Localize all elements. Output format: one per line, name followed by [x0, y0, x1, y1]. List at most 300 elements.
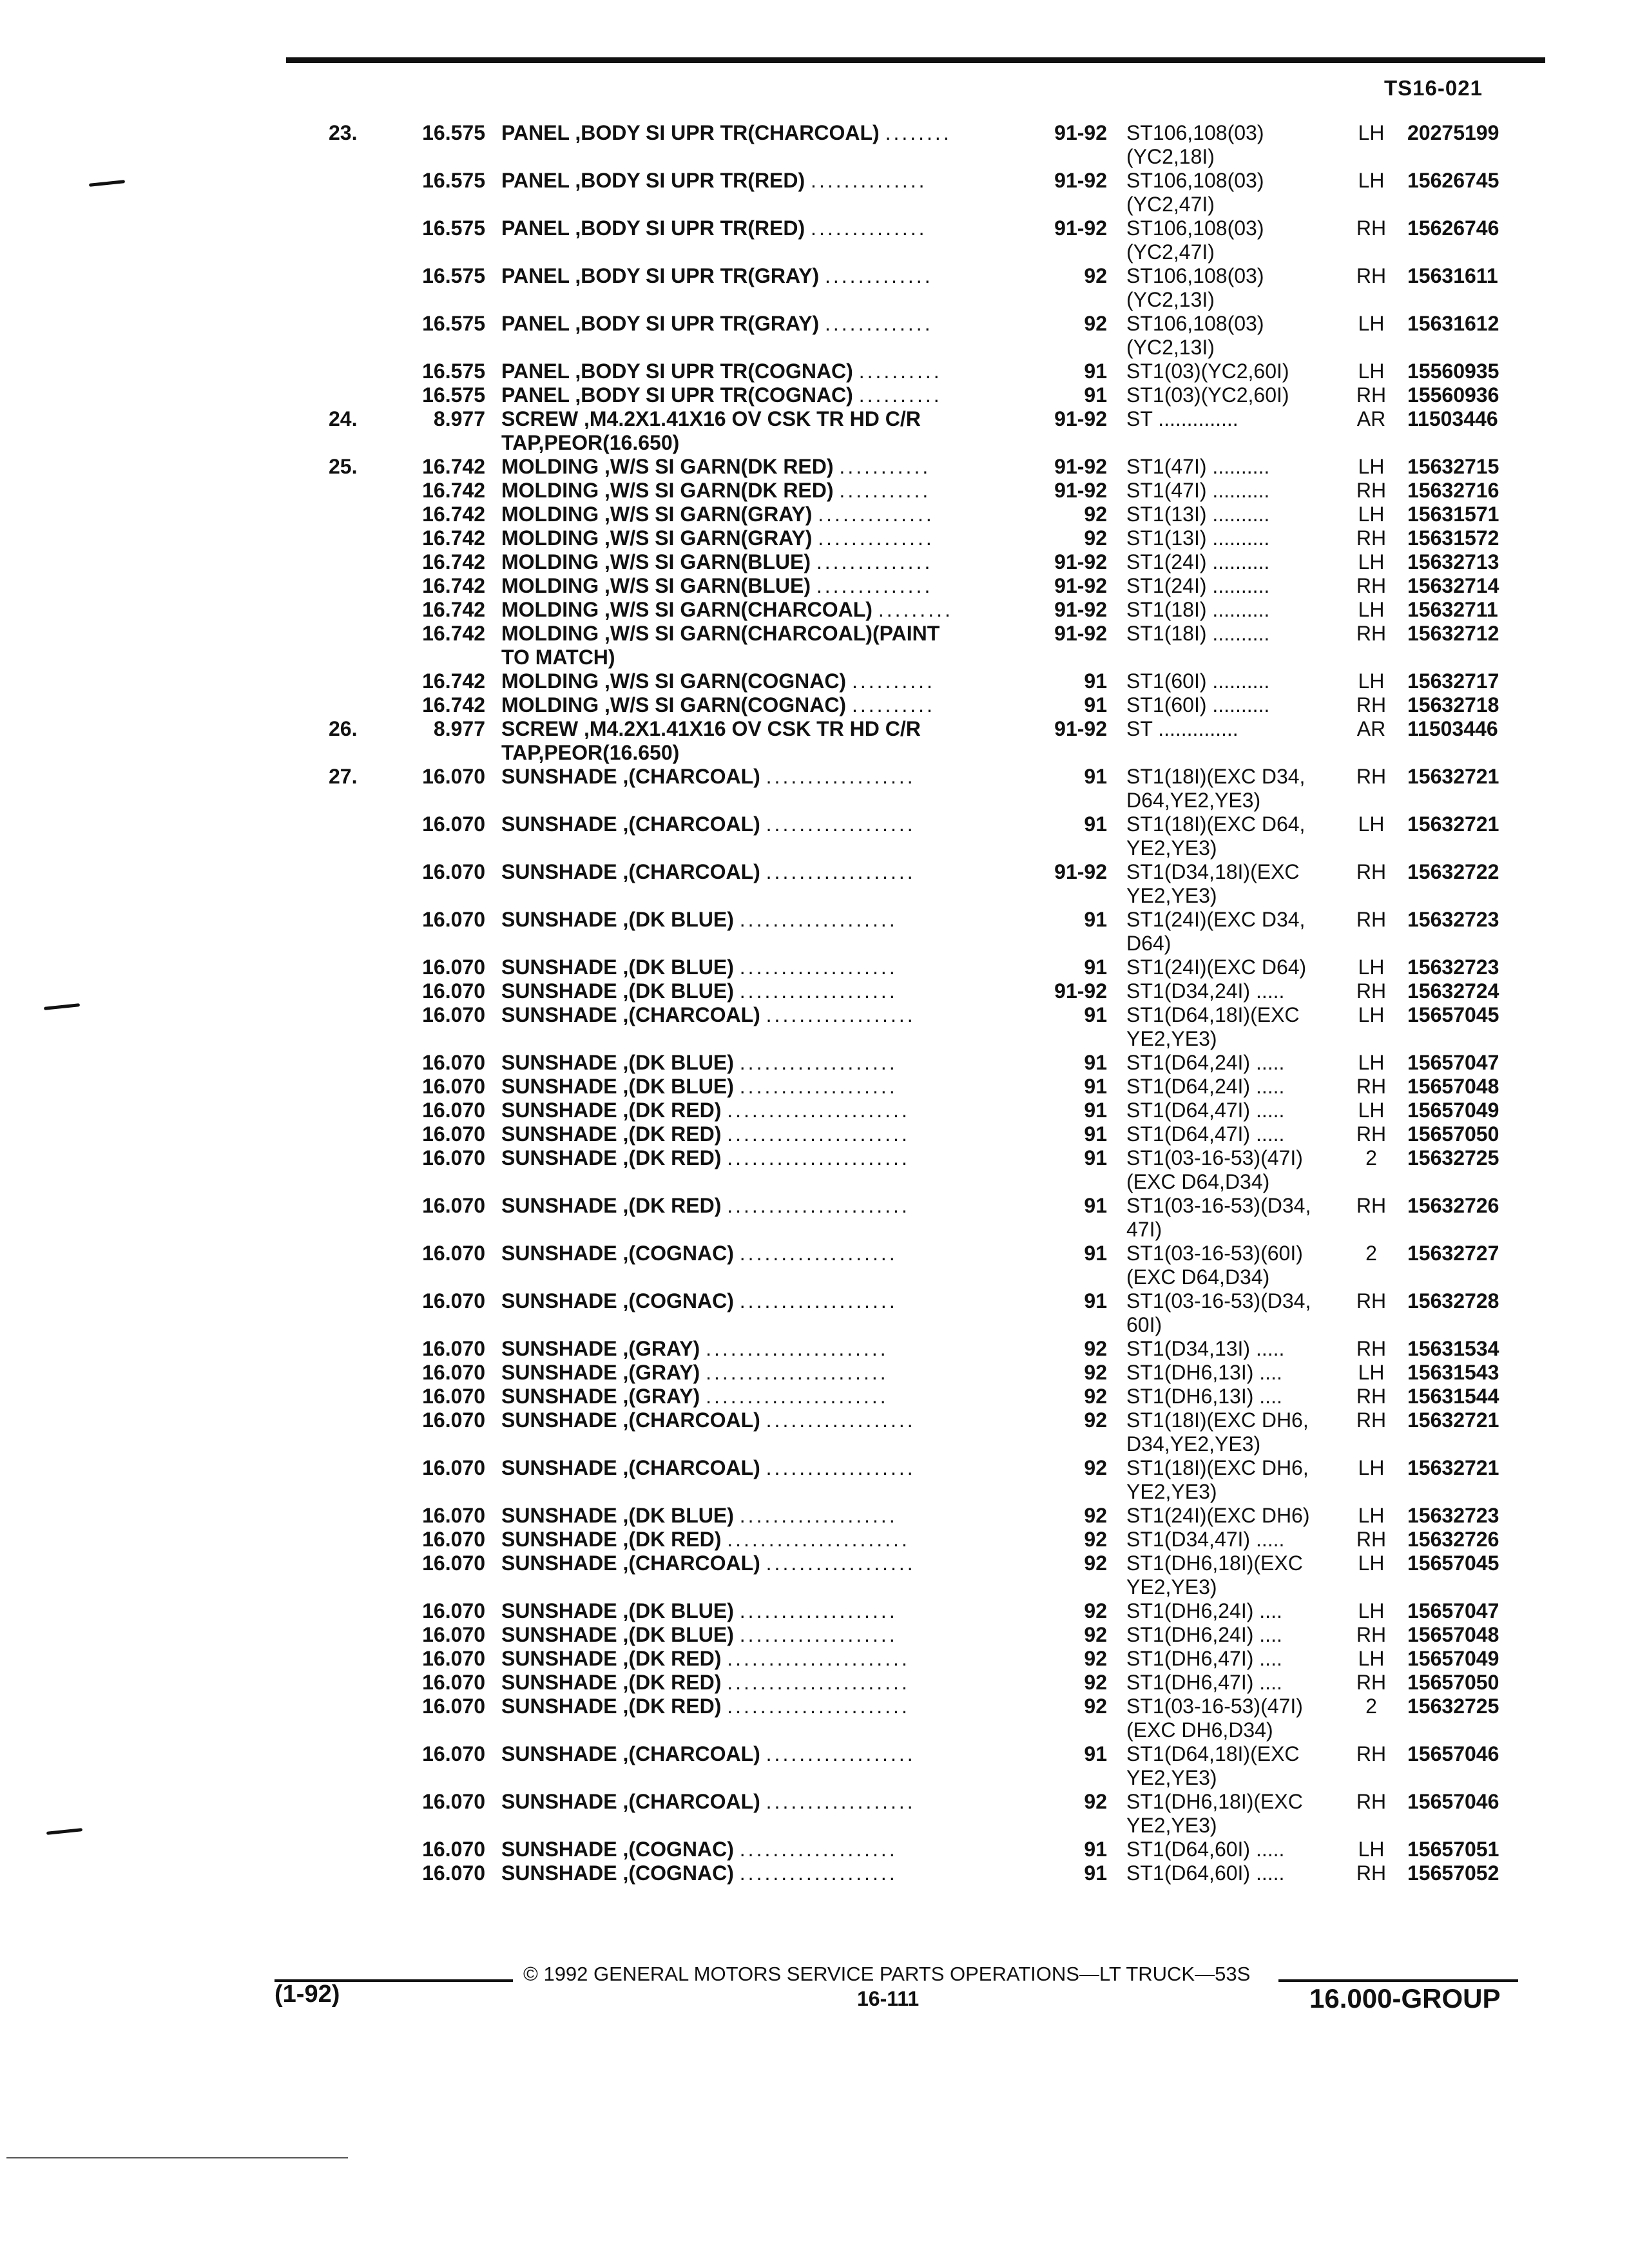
application-code	[1126, 1742, 1336, 1790]
model-year: 91	[1084, 1289, 1107, 1312]
description-line: SCREW ,M4.2X1.41X16 OV CSK TR HD C/R	[501, 407, 921, 430]
part-number: 15657046	[1407, 1742, 1499, 1765]
application-line: ST1(03)(YC2,60I)	[1126, 360, 1289, 383]
document-number: TS16-021	[1384, 76, 1483, 100]
part-description	[501, 860, 1039, 884]
application-line: ST1(24I) ..........	[1126, 550, 1270, 573]
reference-number: 16.070	[422, 1623, 485, 1646]
application-code	[1126, 1337, 1336, 1361]
reference-number: 16.575	[422, 264, 485, 287]
dot-leader: ......................	[727, 1146, 910, 1169]
part-number: 15657049	[1407, 1099, 1499, 1122]
side-code: RH	[1356, 1861, 1387, 1885]
model-year: 92	[1084, 1504, 1107, 1527]
table-row	[0, 383, 1629, 407]
side-code: RH	[1356, 1289, 1387, 1312]
application-line: ST1(DH6,47I) ....	[1126, 1671, 1282, 1694]
reference-number: 16.070	[422, 1456, 485, 1479]
side-code: LH	[1358, 1647, 1385, 1670]
model-year: 91-92	[1054, 622, 1107, 645]
application-code	[1126, 1242, 1336, 1289]
application-code	[1126, 1528, 1336, 1552]
description-text: SUNSHADE ,(DK BLUE)	[501, 1075, 734, 1098]
table-row	[0, 765, 1629, 812]
part-number: 15657048	[1407, 1623, 1499, 1646]
model-year: 92	[1084, 526, 1107, 550]
description-text: SUNSHADE ,(DK BLUE)	[501, 1504, 734, 1527]
part-description	[501, 812, 1039, 836]
reference-number: 16.575	[422, 169, 485, 192]
part-number: 15626745	[1407, 169, 1499, 192]
model-year: 92	[1084, 1528, 1107, 1551]
table-row	[0, 1838, 1629, 1861]
side-code: RH	[1356, 1742, 1387, 1765]
model-year: 91	[1084, 1861, 1107, 1885]
table-row	[0, 1075, 1629, 1099]
description-line	[501, 1861, 1039, 1885]
part-description	[501, 121, 1039, 145]
part-description	[501, 1671, 1039, 1695]
description-line	[501, 360, 1039, 383]
description-text: PANEL ,BODY SI UPR TR(RED)	[501, 169, 805, 192]
dot-leader: ...................	[739, 1504, 898, 1527]
dot-leader: ...........	[839, 455, 931, 478]
dot-leader: ..................	[766, 1742, 916, 1765]
part-number: 15632721	[1407, 765, 1499, 788]
model-year: 91	[1084, 1099, 1107, 1122]
table-row	[0, 956, 1629, 979]
application-line: ST1(D64,24I) .....	[1126, 1051, 1285, 1074]
application-code	[1126, 908, 1336, 956]
part-description	[501, 1385, 1039, 1408]
application-line: ST1(13I) ..........	[1126, 526, 1270, 550]
description-line	[501, 908, 1039, 932]
item-key-number: 26.	[329, 717, 358, 740]
table-row	[0, 1552, 1629, 1599]
description-line	[501, 1552, 1039, 1575]
reference-number: 16.070	[422, 1385, 485, 1408]
application-code	[1126, 1408, 1336, 1456]
part-number: 15632726	[1407, 1528, 1499, 1551]
part-description	[501, 1003, 1039, 1027]
side-code: LH	[1358, 503, 1385, 526]
part-number: 15631543	[1407, 1361, 1499, 1384]
table-row	[0, 121, 1629, 169]
table-row	[0, 455, 1629, 479]
part-number: 15631544	[1407, 1385, 1499, 1408]
model-year: 91	[1084, 669, 1107, 693]
part-description	[501, 765, 1039, 789]
model-year: 92	[1084, 1456, 1107, 1479]
side-code: LH	[1358, 1051, 1385, 1074]
description-text: SUNSHADE ,(GRAY)	[501, 1337, 700, 1360]
table-row	[0, 1528, 1629, 1552]
part-number: 15631572	[1407, 526, 1499, 550]
application-line: D64,YE2,YE3)	[1126, 789, 1261, 812]
table-row	[0, 1385, 1629, 1408]
description-line	[501, 1361, 1039, 1385]
dot-leader: ...................	[739, 1623, 898, 1646]
application-code	[1126, 1504, 1336, 1528]
model-year: 91	[1084, 812, 1107, 836]
model-year: 92	[1084, 503, 1107, 526]
application-line: ST106,108(03)	[1126, 169, 1264, 192]
application-line: ST1(18I)(EXC DH6,	[1126, 1456, 1309, 1479]
item-key-number: 23.	[329, 121, 358, 144]
model-year: 91	[1084, 383, 1107, 407]
part-number: 15560936	[1407, 383, 1499, 407]
part-description	[501, 1695, 1039, 1718]
dot-leader: .........	[878, 598, 953, 621]
application-line: ST1(D64,24I) .....	[1126, 1075, 1285, 1098]
part-number: 11503446	[1407, 717, 1498, 740]
part-description	[501, 598, 1039, 622]
description-line	[501, 574, 1039, 598]
application-code	[1126, 1003, 1336, 1051]
dot-leader: ...................	[739, 1289, 898, 1312]
description-text: PANEL ,BODY SI UPR TR(GRAY)	[501, 312, 820, 335]
description-line	[501, 765, 1039, 789]
part-description	[501, 503, 1039, 526]
description-line	[501, 860, 1039, 884]
application-line: ST ..............	[1126, 717, 1239, 740]
revision-date: (1-92)	[275, 1981, 340, 2008]
dot-leader: ..............	[811, 169, 927, 192]
dot-leader: ......................	[727, 1194, 910, 1217]
application-code	[1126, 669, 1336, 693]
model-year: 92	[1084, 1552, 1107, 1575]
application-line: 47I)	[1126, 1218, 1162, 1241]
application-code	[1126, 550, 1336, 574]
side-code: RH	[1356, 1528, 1387, 1551]
part-description	[501, 1552, 1039, 1575]
dot-leader: ......................	[727, 1647, 910, 1670]
dot-leader: ..............	[811, 216, 927, 240]
description-text: SUNSHADE ,(COGNAC)	[501, 1861, 734, 1885]
part-description	[501, 1742, 1039, 1766]
description-line: TAP,PEOR(16.650)	[501, 431, 680, 454]
side-code: RH	[1356, 1385, 1387, 1408]
model-year: 91	[1084, 1051, 1107, 1074]
table-row	[0, 1671, 1629, 1695]
side-code: RH	[1356, 860, 1387, 883]
description-text: MOLDING ,W/S SI GARN(DK RED)	[501, 479, 834, 502]
application-line: (YC2,47I)	[1126, 193, 1215, 216]
copyright-notice: © 1992 GENERAL MOTORS SERVICE PARTS OPERATIONS—LT TRUCK—53S	[523, 1963, 1251, 1985]
part-description	[501, 1099, 1039, 1122]
part-description	[501, 1337, 1039, 1361]
dot-leader: ..............	[818, 526, 934, 550]
item-key-number: 25.	[329, 455, 358, 478]
side-code: RH	[1356, 479, 1387, 502]
table-row	[0, 1647, 1629, 1671]
reference-number: 16.070	[422, 1504, 485, 1527]
description-text: SUNSHADE ,(DK BLUE)	[501, 1623, 734, 1646]
application-code	[1126, 121, 1336, 169]
part-number: 15632721	[1407, 812, 1499, 836]
application-code	[1126, 598, 1336, 622]
part-description	[501, 574, 1039, 598]
description-text: SUNSHADE ,(GRAY)	[501, 1361, 700, 1384]
application-code	[1126, 1861, 1336, 1885]
part-number: 15632727	[1407, 1242, 1499, 1265]
part-number: 15632726	[1407, 1194, 1499, 1217]
application-line: ST1(DH6,13I) ....	[1126, 1385, 1282, 1408]
description-line	[501, 1695, 1039, 1718]
part-number: 15632725	[1407, 1695, 1499, 1718]
model-year: 91-92	[1054, 455, 1107, 478]
table-row	[0, 407, 1629, 455]
part-description	[501, 550, 1039, 574]
model-year: 92	[1084, 1647, 1107, 1670]
reference-number: 16.070	[422, 979, 485, 1003]
dot-leader: ......................	[706, 1361, 889, 1384]
application-code	[1126, 1838, 1336, 1861]
part-description	[501, 717, 1039, 765]
reference-number: 16.575	[422, 216, 485, 240]
side-code: LH	[1358, 1599, 1385, 1622]
reference-number: 16.070	[422, 1242, 485, 1265]
application-line: (EXC DH6,D34)	[1126, 1718, 1273, 1742]
part-number: 15657051	[1407, 1838, 1499, 1861]
model-year: 92	[1084, 1408, 1107, 1432]
part-description	[501, 169, 1039, 193]
dot-leader: ..................	[766, 765, 916, 788]
side-code: LH	[1358, 956, 1385, 979]
table-row	[0, 1337, 1629, 1361]
model-year: 92	[1084, 1695, 1107, 1718]
side-code: LH	[1358, 1504, 1385, 1527]
application-code	[1126, 1623, 1336, 1647]
part-description	[501, 693, 1039, 717]
application-line: ST1(03-16-53)(D34,	[1126, 1194, 1311, 1217]
description-text: MOLDING ,W/S SI GARN(BLUE)	[501, 574, 811, 597]
table-row	[0, 908, 1629, 956]
description-text: PANEL ,BODY SI UPR TR(CHARCOAL)	[501, 121, 880, 144]
part-number: 15657050	[1407, 1671, 1499, 1694]
application-code	[1126, 1790, 1336, 1838]
application-line: ST1(D64,60I) .....	[1126, 1838, 1285, 1861]
description-line	[501, 1623, 1039, 1647]
dot-leader: ...................	[739, 1599, 898, 1622]
dot-leader: ...................	[739, 1051, 898, 1074]
application-line: (YC2,18I)	[1126, 145, 1215, 168]
dot-leader: ......................	[727, 1122, 910, 1146]
part-description	[501, 1528, 1039, 1552]
model-year: 92	[1084, 1361, 1107, 1384]
description-line	[501, 1504, 1039, 1528]
reference-number: 16.070	[422, 956, 485, 979]
dot-leader: ...................	[739, 956, 898, 979]
side-code: LH	[1358, 1838, 1385, 1861]
application-line: (EXC D64,D34)	[1126, 1170, 1270, 1193]
side-code: RH	[1356, 383, 1387, 407]
dot-leader: ..............	[816, 574, 933, 597]
dot-leader: ...........	[839, 479, 931, 502]
reference-number: 16.742	[422, 503, 485, 526]
application-line: ST1(47I) ..........	[1126, 455, 1270, 478]
model-year: 91	[1084, 1075, 1107, 1098]
part-number: 15631534	[1407, 1337, 1499, 1360]
model-year: 91	[1084, 1742, 1107, 1765]
reference-number: 16.070	[422, 1599, 485, 1622]
part-number: 15657049	[1407, 1647, 1499, 1670]
description-line	[501, 812, 1039, 836]
application-code	[1126, 717, 1336, 741]
part-number: 15632711	[1407, 598, 1498, 621]
part-description	[501, 1456, 1039, 1480]
description-text: SUNSHADE ,(DK RED)	[501, 1146, 722, 1169]
reference-number: 16.070	[422, 1289, 485, 1312]
description-text: MOLDING ,W/S SI GARN(COGNAC)	[501, 669, 847, 693]
table-row	[0, 574, 1629, 598]
reference-number: 16.070	[422, 1647, 485, 1670]
dot-leader: ..................	[766, 1552, 916, 1575]
reference-number: 16.575	[422, 383, 485, 407]
model-year: 91	[1084, 765, 1107, 788]
table-row	[0, 169, 1629, 216]
application-line: ST1(60I) ..........	[1126, 693, 1270, 716]
description-line	[501, 455, 1039, 479]
dot-leader: ..................	[766, 860, 916, 883]
model-year: 91-92	[1054, 216, 1107, 240]
dot-leader: ..................	[766, 1456, 916, 1479]
part-description	[501, 1075, 1039, 1099]
description-line	[501, 169, 1039, 193]
part-number: 15632717	[1407, 669, 1499, 693]
dot-leader: ...................	[739, 908, 898, 931]
description-text: SUNSHADE ,(DK RED)	[501, 1528, 722, 1551]
description-line	[501, 979, 1039, 1003]
application-line: ST1(D34,13I) .....	[1126, 1337, 1285, 1360]
application-line: YE2,YE3)	[1126, 884, 1217, 907]
dot-leader: ......................	[727, 1099, 910, 1122]
model-year: 91	[1084, 1194, 1107, 1217]
table-row	[0, 1861, 1629, 1885]
application-line: ST1(03)(YC2,60I)	[1126, 383, 1289, 407]
table-row	[0, 264, 1629, 312]
item-key-number: 24.	[329, 407, 358, 430]
reference-number: 16.742	[422, 550, 485, 573]
application-line: ST1(DH6,18I)(EXC	[1126, 1790, 1303, 1813]
description-line	[501, 383, 1039, 407]
dot-leader: ......................	[706, 1385, 889, 1408]
side-code: LH	[1358, 169, 1385, 192]
model-year: 91	[1084, 1838, 1107, 1861]
reference-number: 16.070	[422, 1361, 485, 1384]
dot-leader: ..........	[858, 360, 942, 383]
application-line: ST1(60I) ..........	[1126, 669, 1270, 693]
dot-leader: ......................	[727, 1671, 910, 1694]
side-code: LH	[1358, 598, 1385, 621]
side-code: RH	[1356, 622, 1387, 645]
application-code	[1126, 693, 1336, 717]
description-line	[501, 956, 1039, 979]
table-row	[0, 550, 1629, 574]
reference-number: 16.070	[422, 1075, 485, 1098]
application-line: (EXC D64,D34)	[1126, 1265, 1270, 1289]
side-code: 2	[1365, 1695, 1377, 1718]
reference-number: 16.742	[422, 574, 485, 597]
description-text: MOLDING ,W/S SI GARN(CHARCOAL)	[501, 598, 872, 621]
part-description	[501, 1647, 1039, 1671]
description-line	[501, 1408, 1039, 1432]
model-year: 91	[1084, 1003, 1107, 1026]
application-line: YE2,YE3)	[1126, 1766, 1217, 1789]
model-year: 92	[1084, 1599, 1107, 1622]
application-line: ST1(DH6,13I) ....	[1126, 1361, 1282, 1384]
side-code: LH	[1358, 1361, 1385, 1384]
table-row	[0, 1242, 1629, 1289]
application-line: YE2,YE3)	[1126, 1575, 1217, 1599]
description-line	[501, 121, 1039, 145]
application-line: ST1(18I)(EXC DH6,	[1126, 1408, 1309, 1432]
part-description	[501, 956, 1039, 979]
side-code: LH	[1358, 1552, 1385, 1575]
application-line: ST106,108(03)	[1126, 312, 1264, 335]
model-year: 92	[1084, 1790, 1107, 1813]
description-text: SUNSHADE ,(CHARCOAL)	[501, 765, 760, 788]
description-text: SUNSHADE ,(DK RED)	[501, 1122, 722, 1146]
side-code: RH	[1356, 979, 1387, 1003]
dot-leader: ........	[885, 121, 952, 144]
application-line: ST1(D34,47I) .....	[1126, 1528, 1285, 1551]
application-line: YE2,YE3)	[1126, 1027, 1217, 1050]
application-code	[1126, 1289, 1336, 1337]
description-text: MOLDING ,W/S SI GARN(GRAY)	[501, 503, 813, 526]
description-line	[501, 312, 1039, 336]
description-text: PANEL ,BODY SI UPR TR(COGNAC)	[501, 383, 853, 407]
reference-number: 16.070	[422, 812, 485, 836]
table-row	[0, 1695, 1629, 1742]
application-line: ST1(DH6,24I) ....	[1126, 1623, 1282, 1646]
application-code	[1126, 1385, 1336, 1408]
description-line	[501, 1337, 1039, 1361]
reference-number: 16.070	[422, 1695, 485, 1718]
side-code: RH	[1356, 693, 1387, 716]
part-description	[501, 216, 1039, 240]
application-line: ST1(DH6,47I) ....	[1126, 1647, 1282, 1670]
description-text: PANEL ,BODY SI UPR TR(COGNAC)	[501, 360, 853, 383]
model-year: 91	[1084, 956, 1107, 979]
table-row	[0, 1599, 1629, 1623]
application-code	[1126, 526, 1336, 550]
part-number: 15632716	[1407, 479, 1499, 502]
reference-number: 16.070	[422, 860, 485, 883]
part-description	[501, 1361, 1039, 1385]
description-line	[501, 1456, 1039, 1480]
application-code	[1126, 1122, 1336, 1146]
table-row	[0, 1456, 1629, 1504]
part-number: 15657048	[1407, 1075, 1499, 1098]
description-line	[501, 598, 1039, 622]
dot-leader: ...................	[739, 979, 898, 1003]
model-year: 91	[1084, 908, 1107, 931]
reference-number: 16.070	[422, 1552, 485, 1575]
part-number: 15631571	[1407, 503, 1499, 526]
dot-leader: ..................	[766, 1790, 916, 1813]
side-code: RH	[1356, 908, 1387, 931]
dot-leader: ..................	[766, 1003, 916, 1026]
reference-number: 16.070	[422, 765, 485, 788]
side-code: AR	[1356, 717, 1386, 740]
application-code	[1126, 1695, 1336, 1742]
part-number: 15632724	[1407, 979, 1499, 1003]
part-number: 15632723	[1407, 956, 1499, 979]
description-text: SUNSHADE ,(CHARCOAL)	[501, 812, 760, 836]
model-year: 92	[1084, 312, 1107, 335]
description-text: SUNSHADE ,(DK RED)	[501, 1647, 722, 1670]
